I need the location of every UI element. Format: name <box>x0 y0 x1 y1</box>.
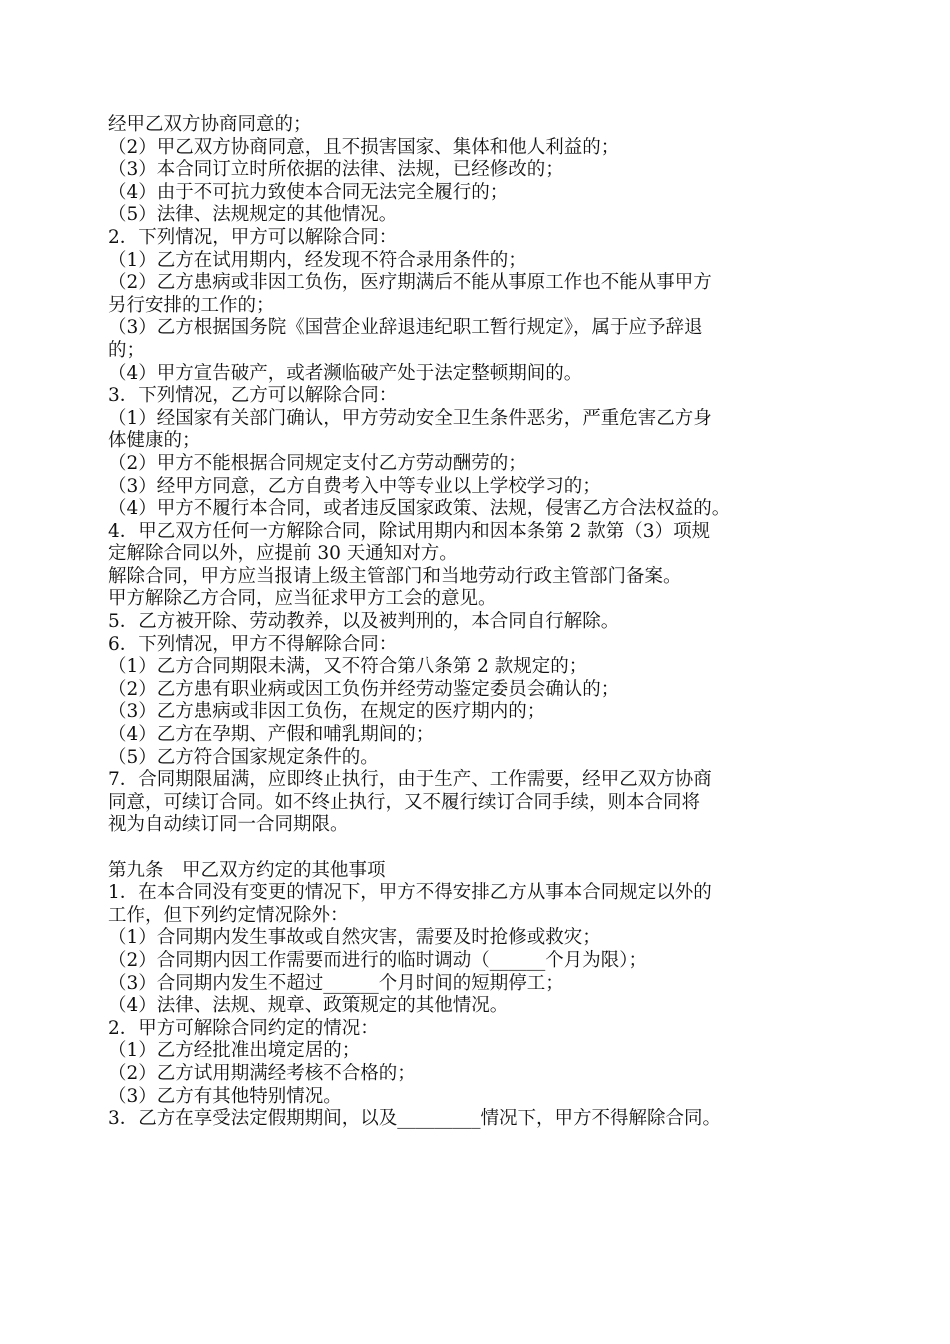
text-line: （1）经国家有关部门确认，甲方劳动安全卫生条件恶劣，严重危害乙方身 <box>108 407 712 429</box>
text-line: 4．甲乙双方任何一方解除合同，除试用期内和因本条第 2 款第（3）项规 <box>108 520 711 542</box>
text-line: （3）合同期内发生不超过______个月时间的短期停工； <box>108 972 564 994</box>
text-line: 3．下列情况，乙方可以解除合同： <box>108 385 398 407</box>
article-nine-clauses <box>108 860 848 1131</box>
text-line: （4）法律、法规、规章、政策规定的其他情况。 <box>108 995 509 1017</box>
text-line: （4）由于不可抗力致使本合同无法完全履行的； <box>108 181 509 203</box>
text-line: （3）本合同订立时所依据的法律、法规，已经修改的； <box>108 159 564 181</box>
text-line: 6．下列情况，甲方不得解除合同： <box>108 633 398 655</box>
text-line: 视为自动续订同一合同期限。 <box>108 814 349 836</box>
text-line: （5）乙方符合国家规定条件的。 <box>108 746 379 768</box>
text-line: （4）乙方在孕期、产假和哺乳期间的； <box>108 724 435 746</box>
text-line: （2）乙方患病或非因工负伤，医疗期满后不能从事原工作也不能从事甲方 <box>108 272 712 294</box>
text-line: （1）乙方在试用期内，经发现不符合录用条件的； <box>108 249 527 271</box>
text-line: 另行安排的工作的； <box>108 294 275 316</box>
contract-termination-clauses <box>108 114 848 837</box>
paragraph-gap <box>108 837 848 860</box>
text-line: 经甲乙双方协商同意的； <box>108 114 312 135</box>
text-line: 3．乙方在享受法定假期期间，以及_________情况下，甲方不得解除合同。 <box>108 1108 722 1130</box>
text-line: （2）合同期内因工作需要而进行的临时调动（______个月为限）； <box>108 949 648 971</box>
text-line: 甲方解除乙方合同，应当征求甲方工会的意见。 <box>108 588 497 610</box>
text-line: 的； <box>108 339 146 361</box>
text-line: （4）甲方宣告破产，或者濒临破产处于法定整顿期间的。 <box>108 362 583 384</box>
text-line: （3）乙方患病或非因工负伤，在规定的医疗期内的； <box>108 701 546 723</box>
text-line: （3）乙方有其他特别情况。 <box>108 1085 342 1107</box>
text-line: （5）法律、法规规定的其他情况。 <box>108 204 398 226</box>
text-line: 5．乙方被开除、劳动教养，以及被判刑的，本合同自行解除。 <box>108 611 620 633</box>
text-line: （1）合同期内发生事故或自然灾害，需要及时抢修或救灾； <box>108 927 601 949</box>
text-line: （2）甲乙双方协商同意，且不损害国家、集体和他人利益的； <box>108 136 620 158</box>
text-line: 同意，可续订合同。如不终止执行，又不履行续订合同手续，则本合同将 <box>108 791 701 813</box>
text-line: （2）乙方患有职业病或因工负伤并经劳动鉴定委员会确认的； <box>108 678 620 700</box>
text-line: 体健康的； <box>108 430 201 452</box>
text-line: 2．甲方可解除合同约定的情况： <box>108 1017 379 1039</box>
text-line: 第九条 甲乙双方约定的其他事项 <box>108 859 386 881</box>
text-line: 解除合同，甲方应当报请上级主管部门和当地劳动行政主管部门备案。 <box>108 565 682 587</box>
text-line: （3）经甲方同意，乙方自费考入中等专业以上学校学习的； <box>108 475 601 497</box>
text-line: （3）乙方根据国务院《国营企业辞退违纪职工暂行规定》，属于应予辞退 <box>108 317 703 339</box>
document-body <box>108 114 848 1131</box>
text-line: 1．在本合同没有变更的情况下，甲方不得安排乙方从事本合同规定以外的 <box>108 882 712 904</box>
text-line: 工作，但下列约定情况除外： <box>108 904 349 926</box>
text-line: 7．合同期限届满，应即终止执行，由于生产、工作需要，经甲乙双方协商 <box>108 769 712 791</box>
text-line: （4）甲方不履行本合同，或者违反国家政策、法规，侵害乙方合法权益的。 <box>108 498 731 520</box>
text-line: 2．下列情况，甲方可以解除合同： <box>108 226 398 248</box>
text-line: 定解除合同以外，应提前 30 天通知对方。 <box>108 543 458 565</box>
text-line: （2）甲方不能根据合同规定支付乙方劳动酬劳的； <box>108 452 527 474</box>
text-line: （1）乙方合同期限未满，又不符合第八条第 2 款规定的； <box>108 656 588 678</box>
text-line: （1）乙方经批准出境定居的； <box>108 1040 361 1062</box>
text-line: （2）乙方试用期满经考核不合格的； <box>108 1062 416 1084</box>
